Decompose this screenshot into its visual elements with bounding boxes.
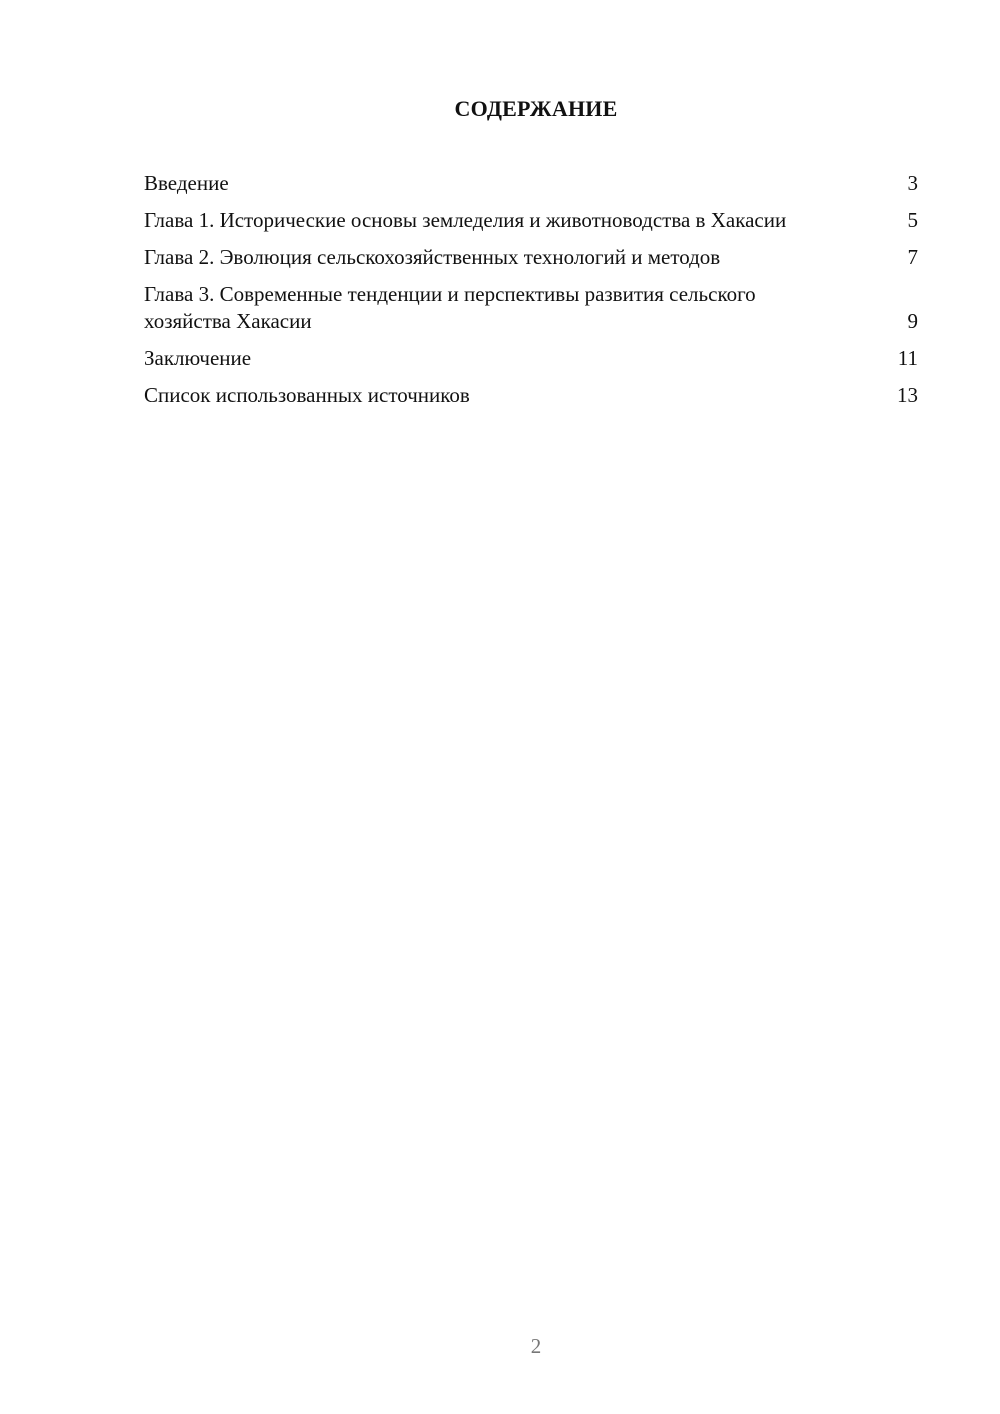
toc-entry-page: 11 <box>897 346 918 370</box>
page-title: СОДЕРЖАНИЕ <box>454 96 618 121</box>
toc-entry-chapter-3[interactable] <box>144 281 918 335</box>
toc-entry-conclusion[interactable] <box>144 345 918 372</box>
toc-entry-text: Глава 1. Исторические основы земледелия и животноводства в Хакасии <box>144 208 787 232</box>
toc-entry-chapter-1[interactable] <box>144 207 918 234</box>
toc-entry-text: Заключение <box>144 346 252 370</box>
toc-entry-introduction[interactable] <box>144 170 918 197</box>
toc-entry-page: 13 <box>897 383 918 407</box>
toc-entry-chapter-2[interactable] <box>144 244 918 271</box>
toc-entry-text: Глава 3. Современные тенденции и перспективы развития сельского хозяйства Хакасии <box>144 282 756 333</box>
toc-entry-references[interactable] <box>144 382 918 409</box>
toc-entry-page: 5 <box>907 208 918 232</box>
page-number: 2 <box>530 1334 542 1358</box>
toc-entry-page: 7 <box>907 245 918 269</box>
table-of-contents <box>144 170 918 419</box>
toc-entry-text: Введение <box>144 171 229 195</box>
toc-entry-page: 3 <box>907 171 918 195</box>
toc-entry-page: 9 <box>907 309 918 333</box>
toc-entry-text: Список использованных источников <box>144 383 470 407</box>
toc-entry-text: Глава 2. Эволюция сельскохозяйственных технологий и методов <box>144 245 721 269</box>
